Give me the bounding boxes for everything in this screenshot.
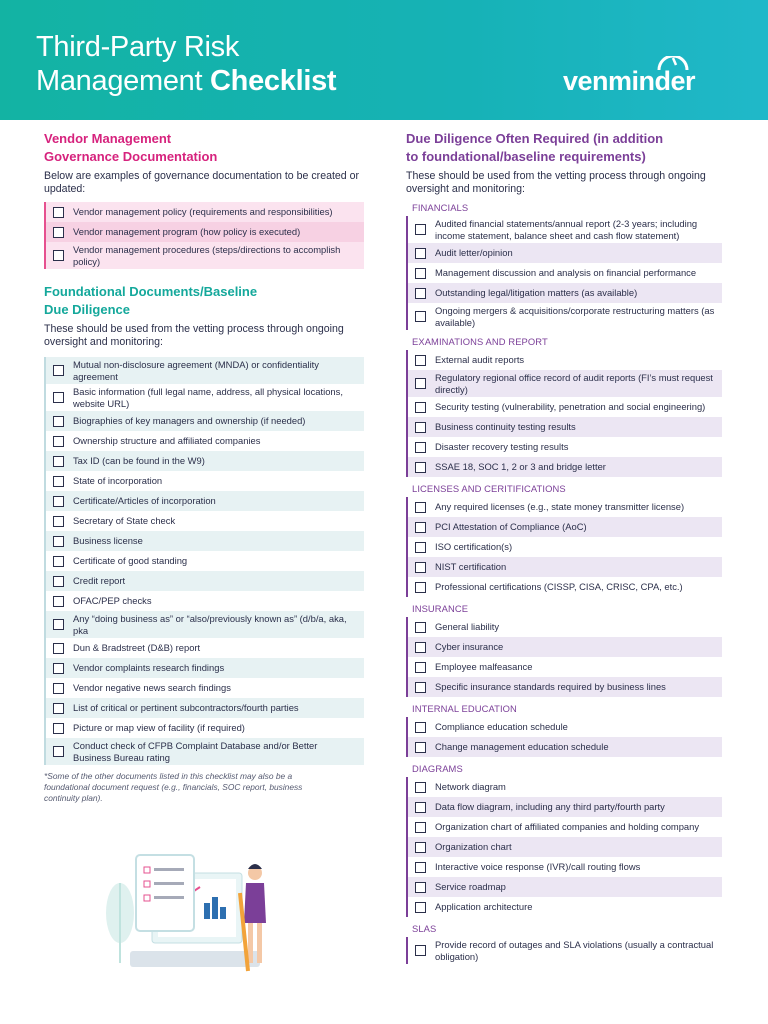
category-heading: INSURANCE [412, 603, 469, 614]
checklist-item-label: Data flow diagram, including any third party/fourth party [435, 801, 665, 813]
checkbox[interactable] [53, 496, 64, 507]
checkbox[interactable] [415, 311, 426, 322]
right-column [406, 130, 722, 964]
checkbox[interactable] [415, 268, 426, 279]
category-section [406, 923, 722, 964]
checkbox[interactable] [415, 782, 426, 793]
checklist-item-label: Management discussion and analysis on financial performance [435, 267, 697, 279]
due-diligence-item[interactable] [408, 717, 722, 737]
due-diligence-item[interactable] [408, 397, 722, 417]
foundational-item[interactable] [46, 678, 364, 698]
checklist-item-label: List of critical or pertinent subcontractors/fourth parties [73, 702, 299, 714]
due-diligence-item[interactable] [408, 216, 722, 243]
checkbox[interactable] [415, 522, 426, 533]
foundational-item[interactable] [46, 411, 364, 431]
foundational-item[interactable] [46, 658, 364, 678]
checkbox[interactable] [53, 746, 64, 757]
title-line-2-text: Management [36, 65, 211, 97]
checkbox[interactable] [415, 288, 426, 299]
checklist-item-label: Outstanding legal/litigation matters (as available) [435, 287, 638, 299]
checklist-item-label: Ongoing mergers & acquisitions/corporate restructuring matters (as available) [435, 305, 715, 328]
checkbox[interactable] [53, 703, 64, 714]
due-diligence-item[interactable] [408, 857, 722, 877]
checkbox[interactable] [415, 462, 426, 473]
checklist-item-label: Audited financial statements/annual report (2-3 years; including income statement, balance sheet and cash flow statement) [435, 218, 698, 241]
text-line-icon [154, 896, 184, 899]
chart-bar-icon [212, 897, 218, 919]
checkbox[interactable] [415, 542, 426, 553]
checkbox[interactable] [415, 902, 426, 913]
due-diligence-item[interactable] [408, 263, 722, 283]
title-bold: Checklist [210, 65, 337, 97]
checklist-item-label: Professional certifications (CISSP, CISA, CRISC, CPA, etc.) [435, 581, 683, 593]
category-heading: EXAMINATIONS AND REPORT [412, 336, 548, 347]
foundational-item[interactable] [46, 551, 364, 571]
checklist-item-label: Change management education schedule [435, 741, 609, 753]
checklist-item-label: Specific insurance standards required by business lines [435, 681, 666, 693]
due-diligence-item[interactable] [408, 243, 722, 263]
checkbox[interactable] [53, 683, 64, 694]
checklist-item-label: Basic information (full legal name, address, all physical locations, website URL) [73, 386, 343, 409]
checklist-item-label: Ownership structure and affiliated companies [73, 435, 261, 447]
checklist-item-label: Vendor complaints research findings [73, 662, 225, 674]
foundational-title [44, 283, 364, 319]
category-heading: INTERNAL EDUCATION [412, 703, 517, 714]
checkbox[interactable] [53, 436, 64, 447]
checklist-item-label: Vendor management procedures (steps/directions to accomplish policy) [73, 244, 341, 267]
foundational-item[interactable] [46, 591, 364, 611]
checkbox[interactable] [415, 422, 426, 433]
governance-title [44, 130, 364, 166]
due-diligence-item[interactable] [408, 617, 722, 637]
due-diligence-item[interactable] [408, 350, 722, 370]
foundational-title-line-2: Due Diligence [44, 302, 130, 317]
due-diligence-categories [406, 202, 722, 964]
checklist-item-label: PCI Attestation of Compliance (AoC) [435, 521, 587, 533]
checkbox[interactable] [415, 642, 426, 653]
due-diligence-intro: These should be used from the vetting process through ongoing oversight and monitoring: [406, 170, 706, 195]
category-heading: SLAS [412, 923, 437, 934]
governance-intro: Below are examples of governance documentation to be created or updated: [44, 170, 360, 195]
due-diligence-item[interactable] [408, 577, 722, 597]
checkbox[interactable] [53, 476, 64, 487]
checkbox[interactable] [53, 392, 64, 403]
checkbox[interactable] [53, 663, 64, 674]
category-section [406, 202, 722, 330]
due-diligence-item[interactable] [408, 877, 722, 897]
checkbox[interactable] [415, 882, 426, 893]
checklist-item-label: Organization chart [435, 841, 512, 853]
checkbox[interactable] [415, 622, 426, 633]
governance-title-line-1: Vendor Management [44, 131, 172, 146]
checklist-item-label: Business license [73, 535, 143, 547]
checkbox[interactable] [53, 576, 64, 587]
foundational-item[interactable] [46, 471, 364, 491]
checklist-item-label: Conduct check of CFPB Complaint Database and/or Better Business Bureau rating [73, 740, 318, 763]
checkbox[interactable] [415, 802, 426, 813]
checklist-item-label: Certificate/Articles of incorporation [73, 495, 216, 507]
foundational-item[interactable] [46, 611, 364, 638]
foundational-item[interactable] [46, 511, 364, 531]
due-diligence-item[interactable] [408, 437, 722, 457]
checkbox[interactable] [53, 416, 64, 427]
logo-text: venminder [563, 66, 696, 96]
checklist-item-label: Audit letter/opinion [435, 247, 513, 259]
due-diligence-title-line-2: to foundational/baseline requirements) [406, 149, 646, 164]
governance-item[interactable] [46, 242, 364, 269]
checkbox[interactable] [53, 456, 64, 467]
due-diligence-item[interactable] [408, 737, 722, 757]
checkbox[interactable] [415, 442, 426, 453]
checklist-item-label: Regulatory regional office record of audit reports (FI’s must request directly) [435, 372, 713, 395]
checklist-item-label: Tax ID (can be found in the W9) [73, 455, 205, 467]
foundational-item[interactable] [46, 571, 364, 591]
checkbox[interactable] [415, 742, 426, 753]
due-diligence-item[interactable] [408, 637, 722, 657]
category-checklist [406, 777, 722, 917]
checklist-item-label: Business continuity testing results [435, 421, 576, 433]
checkbox[interactable] [415, 945, 426, 956]
checklist-item-label: ISO certification(s) [435, 541, 513, 553]
category-checklist [406, 216, 722, 330]
category-section [406, 336, 722, 477]
due-diligence-item[interactable] [408, 370, 722, 397]
checkbox[interactable] [53, 723, 64, 734]
text-line-icon [154, 882, 184, 885]
category-heading: FINANCIALS [412, 202, 469, 213]
checklist-item-label: Compliance education schedule [435, 721, 568, 733]
chart-bar-icon [220, 907, 226, 919]
checklist-item-label: Credit report [73, 575, 126, 587]
checklist-item-label: Vendor management policy (requirements and responsibilities) [73, 206, 333, 218]
foundational-item[interactable] [46, 738, 364, 765]
checklist-item-label: Any required licenses (e.g., state money transmitter license) [435, 501, 685, 513]
governance-item[interactable] [46, 202, 364, 222]
checklist-item-label: Secretary of State check [73, 515, 176, 527]
checkbox[interactable] [53, 207, 64, 218]
venminder-logo [563, 56, 723, 102]
checklist-item-label: General liability [435, 621, 500, 633]
due-diligence-item[interactable] [408, 837, 722, 857]
checkbox[interactable] [415, 378, 426, 389]
due-diligence-item[interactable] [408, 657, 722, 677]
checkbox[interactable] [53, 250, 64, 261]
checkbox[interactable] [53, 365, 64, 376]
category-checklist [406, 497, 722, 597]
category-checklist [406, 350, 722, 477]
checkbox[interactable] [415, 682, 426, 693]
checkbox[interactable] [415, 248, 426, 259]
category-heading: LICENSES AND CERITIFICATIONS [412, 483, 566, 494]
checkbox[interactable] [415, 562, 426, 573]
foundational-item[interactable] [46, 638, 364, 658]
due-diligence-item[interactable] [408, 817, 722, 837]
person-hair-icon [248, 864, 262, 869]
governance-item[interactable] [46, 222, 364, 242]
checklist-item-label: State of incorporation [73, 475, 163, 487]
text-line-icon [154, 868, 184, 871]
checklist-item-label: Network diagram [435, 781, 506, 793]
due-diligence-item[interactable] [408, 457, 722, 477]
foundational-checklist [44, 357, 364, 765]
due-diligence-title-line-1: Due Diligence Often Required (in addition [406, 131, 664, 146]
checklist-item-label: Mutual non-disclosure agreement (MNDA) or confidentiality agreement [73, 359, 319, 382]
header-banner [0, 0, 768, 120]
due-diligence-item[interactable] [408, 517, 722, 537]
footnote: *Some of the other documents listed in this checklist may also be a foundational document request (e.g., financials, SOC report, business continuity plan). [44, 771, 303, 803]
checklist-item-label: Application architecture [435, 901, 533, 913]
page-title [36, 30, 336, 98]
checkbox[interactable] [53, 643, 64, 654]
checklist-item-label: Disaster recovery testing results [435, 441, 569, 453]
checkbox[interactable] [53, 536, 64, 547]
checklist-item-label: Employee malfeasance [435, 661, 533, 673]
category-section [406, 483, 722, 597]
foundational-item[interactable] [46, 357, 364, 384]
checkbox[interactable] [415, 662, 426, 673]
checkbox[interactable] [415, 842, 426, 853]
due-diligence-item[interactable] [408, 557, 722, 577]
foundational-title-line-1: Foundational Documents/Baseline [44, 284, 258, 299]
category-section [406, 763, 722, 917]
checkbox[interactable] [415, 502, 426, 513]
chart-bar-icon [204, 903, 210, 919]
checklist-item-label: Certificate of good standing [73, 555, 188, 567]
checklist-item-label: OFAC/PEP checks [73, 595, 152, 607]
checkbox[interactable] [415, 582, 426, 593]
checkbox[interactable] [415, 862, 426, 873]
person-leg-icon [248, 923, 253, 963]
foundational-item[interactable] [46, 491, 364, 511]
foundational-item[interactable] [46, 698, 364, 718]
due-diligence-item[interactable] [408, 777, 722, 797]
checklist-item-label: NIST certification [435, 561, 507, 573]
clipboard-icon [136, 855, 194, 931]
keyboard-icon [130, 951, 260, 967]
checklist-item-label: Any “doing business as” or “also/previously known as” (d/b/a, aka, pka [73, 613, 347, 636]
person-leg-icon [257, 923, 262, 963]
foundational-item[interactable] [46, 451, 364, 471]
checklist-item-label: SSAE 18, SOC 1, 2 or 3 and bridge letter [435, 461, 606, 473]
foundational-item[interactable] [46, 384, 364, 411]
foundational-item[interactable] [46, 531, 364, 551]
checklist-illustration [100, 843, 280, 975]
due-diligence-item[interactable] [408, 797, 722, 817]
checklist-item-label: Cyber insurance [435, 641, 504, 653]
due-diligence-item[interactable] [408, 417, 722, 437]
checklist-item-label: Dun & Bradstreet (D&B) report [73, 642, 201, 654]
title-line-2 [36, 64, 336, 98]
due-diligence-item[interactable] [408, 897, 722, 917]
checklist-item-label: External audit reports [435, 354, 525, 366]
category-checklist [406, 617, 722, 697]
checkbox[interactable] [415, 722, 426, 733]
checklist-item-label: Interactive voice response (IVR)/call routing flows [435, 861, 641, 873]
checkbox[interactable] [53, 619, 64, 630]
governance-checklist [44, 202, 364, 269]
checkbox[interactable] [53, 596, 64, 607]
foundational-intro: These should be used from the vetting process through ongoing oversight and monitoring: [44, 323, 344, 348]
category-section [406, 703, 722, 757]
checkbox[interactable] [53, 556, 64, 567]
due-diligence-item[interactable] [408, 283, 722, 303]
checklist-item-label: Biographies of key managers and ownership (if needed) [73, 415, 306, 427]
checkbox[interactable] [415, 822, 426, 833]
person-body-icon [244, 883, 266, 923]
due-diligence-item[interactable] [408, 677, 722, 697]
title-line-1: Third-Party Risk [36, 31, 240, 63]
checkbox[interactable] [415, 224, 426, 235]
checklist-item-label: Security testing (vulnerability, penetration and social engineering) [435, 401, 706, 413]
checkbox[interactable] [415, 355, 426, 366]
checklist-item-label: Organization chart of affiliated companies and holding company [435, 821, 700, 833]
due-diligence-item[interactable] [408, 303, 722, 330]
checkbox[interactable] [415, 402, 426, 413]
foundational-item[interactable] [46, 431, 364, 451]
category-heading: DIAGRAMS [412, 763, 463, 774]
checklist-item-label: Picture or map view of facility (if required) [73, 722, 245, 734]
governance-title-line-2: Governance Documentation [44, 149, 218, 164]
category-checklist [406, 937, 722, 964]
checklist-item-label: Provide record of outages and SLA violations (usually a contractual obligation) [435, 939, 714, 962]
due-diligence-item[interactable] [408, 937, 722, 964]
checkbox[interactable] [53, 227, 64, 238]
category-section [406, 603, 722, 697]
category-checklist [406, 717, 722, 757]
checklist-item-label: Vendor negative news search findings [73, 682, 231, 694]
checklist-item-label: Vendor management program (how policy is executed) [73, 226, 301, 238]
foundational-item[interactable] [46, 718, 364, 738]
due-diligence-item[interactable] [408, 497, 722, 517]
checkbox[interactable] [53, 516, 64, 527]
checklist-item-label: Service roadmap [435, 881, 506, 893]
due-diligence-title [406, 130, 722, 166]
left-column [44, 130, 364, 804]
due-diligence-item[interactable] [408, 537, 722, 557]
